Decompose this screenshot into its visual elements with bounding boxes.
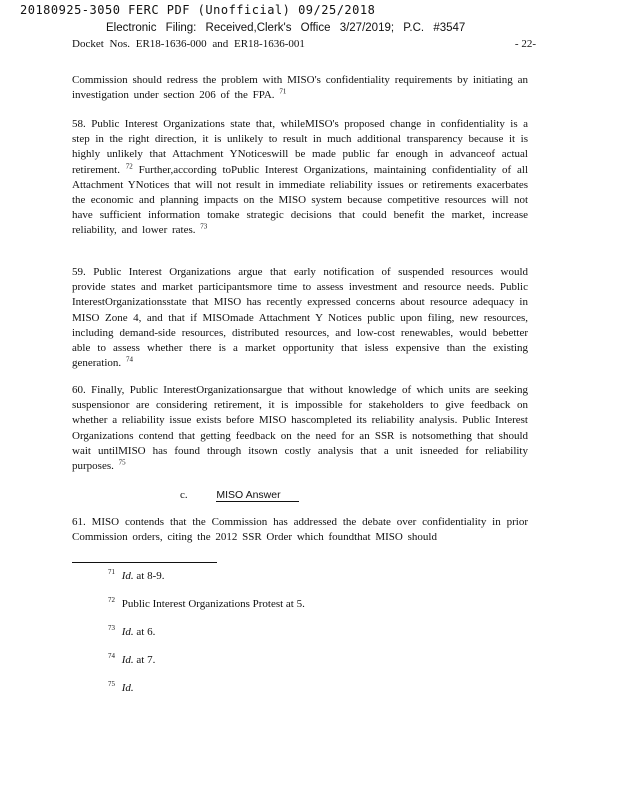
footnote-text: at 6. [136,626,156,638]
page-number: - 22- [514,38,536,50]
paragraph-57-continued [72,73,528,103]
footnote-number: 73 [108,624,115,633]
footnote-number: 71 [108,568,115,577]
footnote-id: Id. [121,654,134,666]
section-heading [180,489,299,502]
paragraph-60 [72,383,528,474]
footnote-ref: 75 [118,458,126,467]
ferc-stamp: 20180925-3050 FERC PDF (Unofficial) 09/25/2018 [20,3,376,17]
efiling-header: Electronic Filing: Received,Clerk's Office 3/27/2019; P.C. #3547 [106,22,466,34]
section-letter: c. [180,489,188,501]
footnote-number: 74 [108,652,115,661]
footnote-id: Id. [121,682,134,694]
footnote-71 [108,570,165,582]
footnote-73 [108,626,155,638]
footnote-id: Id. [121,626,134,638]
footnote-number: 75 [108,680,115,689]
footnote-id: Id. [121,570,134,582]
footnote-72 [108,598,305,610]
paragraph-text: Further,according toPublic Interest Organizations, maintaining confidentiality of all Attachment YNotices that will not result in immediate reliability issues or retirements exacerbates the economic and planning impacts on the MISO system because competitive resources will not have sufficient information tomake strategic decisions that could benefit the market, increase reliability, and lower rates. [72,163,529,237]
footnote-text: at 7. [136,654,156,666]
footnote-ref: 74 [125,355,133,364]
paragraph-text: 59. Public Interest Organizations argue that early notification of suspended resources would provide states and market participantsmore time to assess investment and resource needs. Public InterestOrganizationsstate that MISO has recently expressed concerns about resource adequacy in MISO Zone 4, and that if MISOmade Attachment Y Notices public upon filing, new resources, including demand-side resources, distributed resources, and low-cost renewables, would bebetter able to assess whether there is a market opportunity that isless expensive than the existing generation. [72,266,528,370]
footnote-text: Public Interest Organizations Protest at 5. [121,598,305,610]
footnote-ref: 73 [200,222,208,231]
paragraph-61 [72,515,528,545]
paragraph-text: 60. Finally, Public InterestOrganizationsargue that without knowledge of which units are seeking suspensionor are considering retirement, it is impossible for stakeholders to give feedback on whether a reliability issue exists before MISO hascompleted its reliability analysis. Public Interest Organizations contend that getting feedback on the need for an SSR is notsomething that should wait untilMISO has found through itsown costly analysis that a unit isneeded for reliability purposes. [72,384,528,473]
footnote-ref: 71 [279,87,287,96]
paragraph-text: 61. MISO contends that the Commission has addressed the debate over confidentiality in prior Commission orders, citing the 2012 SSR Order which foundthat MISO should [72,516,528,544]
footnote-75 [108,682,134,694]
footnote-divider [72,562,217,563]
paragraph-text: Commission should redress the problem with MISO's confidentiality requirements by initiating an investigation under section 206 of the FPA. [72,74,528,102]
paragraph-58 [72,117,528,239]
paragraph-text: 58. Public Interest Organizations state that, whileMISO's proposed change in confidentiality is a step in the right direction, it is unlikely to result in much additional transparency because it is highly unlikely that Attachment YNoticeswill be made public far enough in advanceof actual retirement. [72,118,528,176]
footnote-text: at 8-9. [136,570,165,582]
section-title: MISO Answer [216,489,298,502]
paragraph-59 [72,265,528,371]
footnote-ref: 72 [125,161,133,170]
footnote-74 [108,654,155,666]
docket-numbers: Docket Nos. ER18-1636-000 and ER18-1636-001 [72,38,305,50]
footnote-number: 72 [108,596,115,605]
